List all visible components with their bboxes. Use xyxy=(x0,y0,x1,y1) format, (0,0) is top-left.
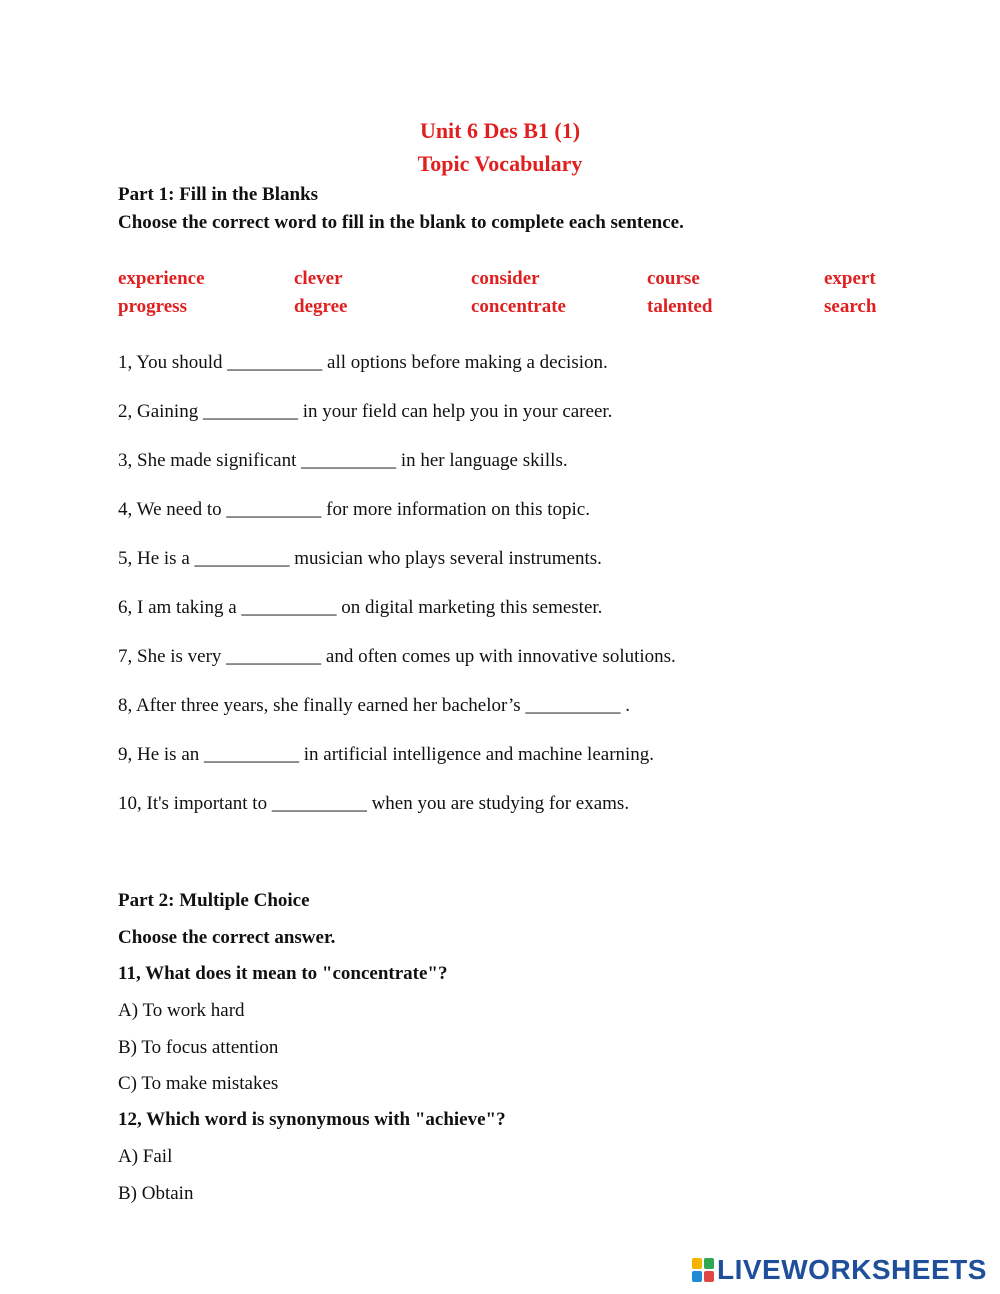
fill-blank-sentence-8: 8, After three years, she finally earned her bachelor’s __________ . xyxy=(118,695,630,716)
word-bank-item: expert xyxy=(824,268,876,289)
liveworksheets-brand xyxy=(692,1255,987,1285)
fill-blank-sentence-7: 7, She is very __________ and often comes up with innovative solutions. xyxy=(118,646,676,667)
q11-option-a: A) To work hard xyxy=(118,1000,245,1021)
word-bank-item: consider xyxy=(471,268,540,289)
word-bank-item: search xyxy=(824,296,877,317)
q12-option-b: B) Obtain xyxy=(118,1183,194,1204)
word-bank-item: talented xyxy=(647,296,713,317)
q11-option-c: C) To make mistakes xyxy=(118,1073,279,1094)
page-subtitle: Topic Vocabulary xyxy=(417,151,583,176)
fill-blank-sentence-1: 1, You should __________ all options before making a decision. xyxy=(118,352,608,373)
word-bank-item: progress xyxy=(118,296,187,317)
fill-blank-sentence-6: 6, I am taking a __________ on digital marketing this semester. xyxy=(118,597,603,618)
brand-name: LIVEWORKSHEETS xyxy=(717,1254,987,1285)
liveworksheets-logo-icon xyxy=(692,1258,714,1282)
fill-blank-sentence-9: 9, He is an __________ in artificial intelligence and machine learning. xyxy=(118,744,655,765)
word-bank-item: course xyxy=(647,268,700,289)
fill-blank-sentence-3: 3, She made significant __________ in her language skills. xyxy=(118,450,568,471)
fill-blank-sentence-10: 10, It's important to __________ when you are studying for exams. xyxy=(118,793,630,814)
q11-option-b: B) To focus attention xyxy=(118,1037,279,1058)
question-11: 11, What does it mean to "concentrate"? xyxy=(118,963,448,984)
fill-blank-sentence-2: 2, Gaining __________ in your field can help you in your career. xyxy=(118,401,613,422)
fill-blank-sentence-5: 5, He is a __________ musician who plays several instruments. xyxy=(118,548,602,569)
word-bank-item: clever xyxy=(294,268,343,289)
word-bank-item: experience xyxy=(118,268,205,289)
word-bank-item: concentrate xyxy=(471,296,566,317)
fill-blank-sentence-4: 4, We need to __________ for more information on this topic. xyxy=(118,499,590,520)
part2-instruction: Choose the correct answer. xyxy=(118,927,336,948)
part1-heading: Part 1: Fill in the Blanks xyxy=(118,184,319,205)
word-bank-item: degree xyxy=(294,296,348,317)
part2-heading: Part 2: Multiple Choice xyxy=(118,890,310,911)
question-12: 12, Which word is synonymous with "achieve"? xyxy=(118,1109,506,1130)
q12-option-a: A) Fail xyxy=(118,1146,173,1167)
page-title: Unit 6 Des B1 (1) xyxy=(419,118,581,143)
part1-instruction: Choose the correct word to fill in the blank to complete each sentence. xyxy=(118,212,684,233)
